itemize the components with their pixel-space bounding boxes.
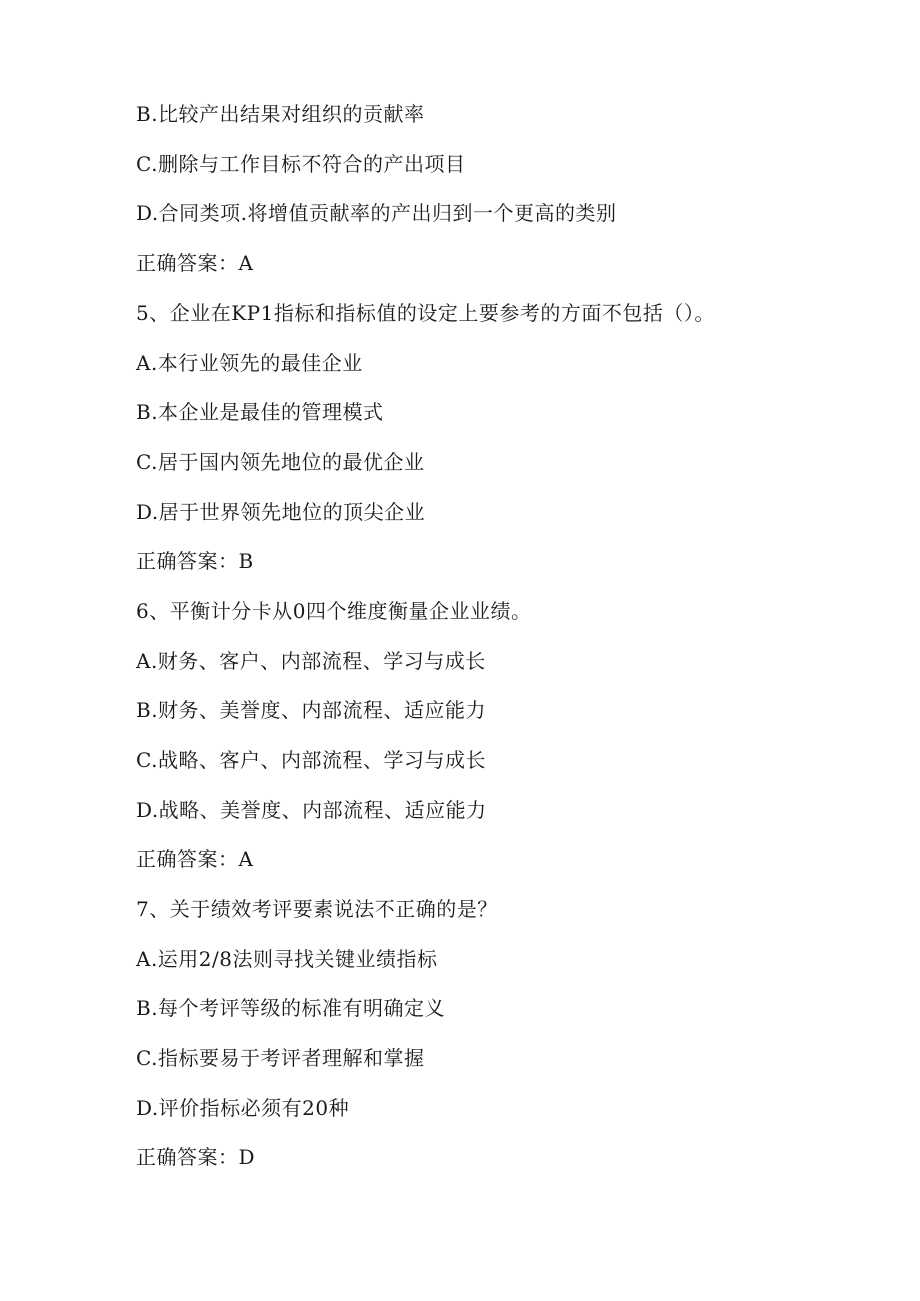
option-line: C.删除与工作目标不符合的产出项目: [136, 152, 466, 176]
answer-line: 正确答案：A: [136, 251, 254, 275]
question-line: 6、平衡计分卡从0四个维度衡量企业业绩。: [136, 599, 532, 623]
option-line: C.指标要易于考评者理解和掌握: [136, 1046, 425, 1070]
option-line: A.财务、客户、内部流程、学习与成长: [136, 649, 486, 673]
option-line: C.战略、客户、内部流程、学习与成长: [136, 748, 486, 772]
option-line: A.运用2/8法则寻找关键业绩指标: [136, 947, 438, 971]
option-line: B.本企业是最佳的管理模式: [136, 400, 384, 424]
question-line: 5、企业在KP1指标和指标值的设定上要参考的方面不包括（）。: [136, 301, 715, 325]
option-line: B.每个考评等级的标准有明确定义: [136, 996, 446, 1020]
option-line: B.财务、美誉度、内部流程、适应能力: [136, 698, 487, 722]
answer-line: 正确答案：B: [136, 549, 254, 573]
option-line: D.战略、美誉度、内部流程、适应能力: [136, 798, 487, 822]
option-line: C.居于国内领先地位的最优企业: [136, 450, 425, 474]
option-line: A.本行业领先的最佳企业: [136, 351, 363, 375]
option-line: B.比较产出结果对组织的贡献率: [136, 102, 425, 126]
option-line: D.居于世界领先地位的顶尖企业: [136, 500, 426, 524]
option-line: D.评价指标必须有20种: [136, 1096, 350, 1120]
option-line: D.合同类项.将增值贡献率的产出归到一个更高的类别: [136, 201, 617, 225]
answer-line: 正确答案：D: [136, 1145, 256, 1169]
question-line: 7、关于绩效考评要素说法不正确的是？: [136, 897, 498, 921]
answer-line: 正确答案：A: [136, 847, 254, 871]
